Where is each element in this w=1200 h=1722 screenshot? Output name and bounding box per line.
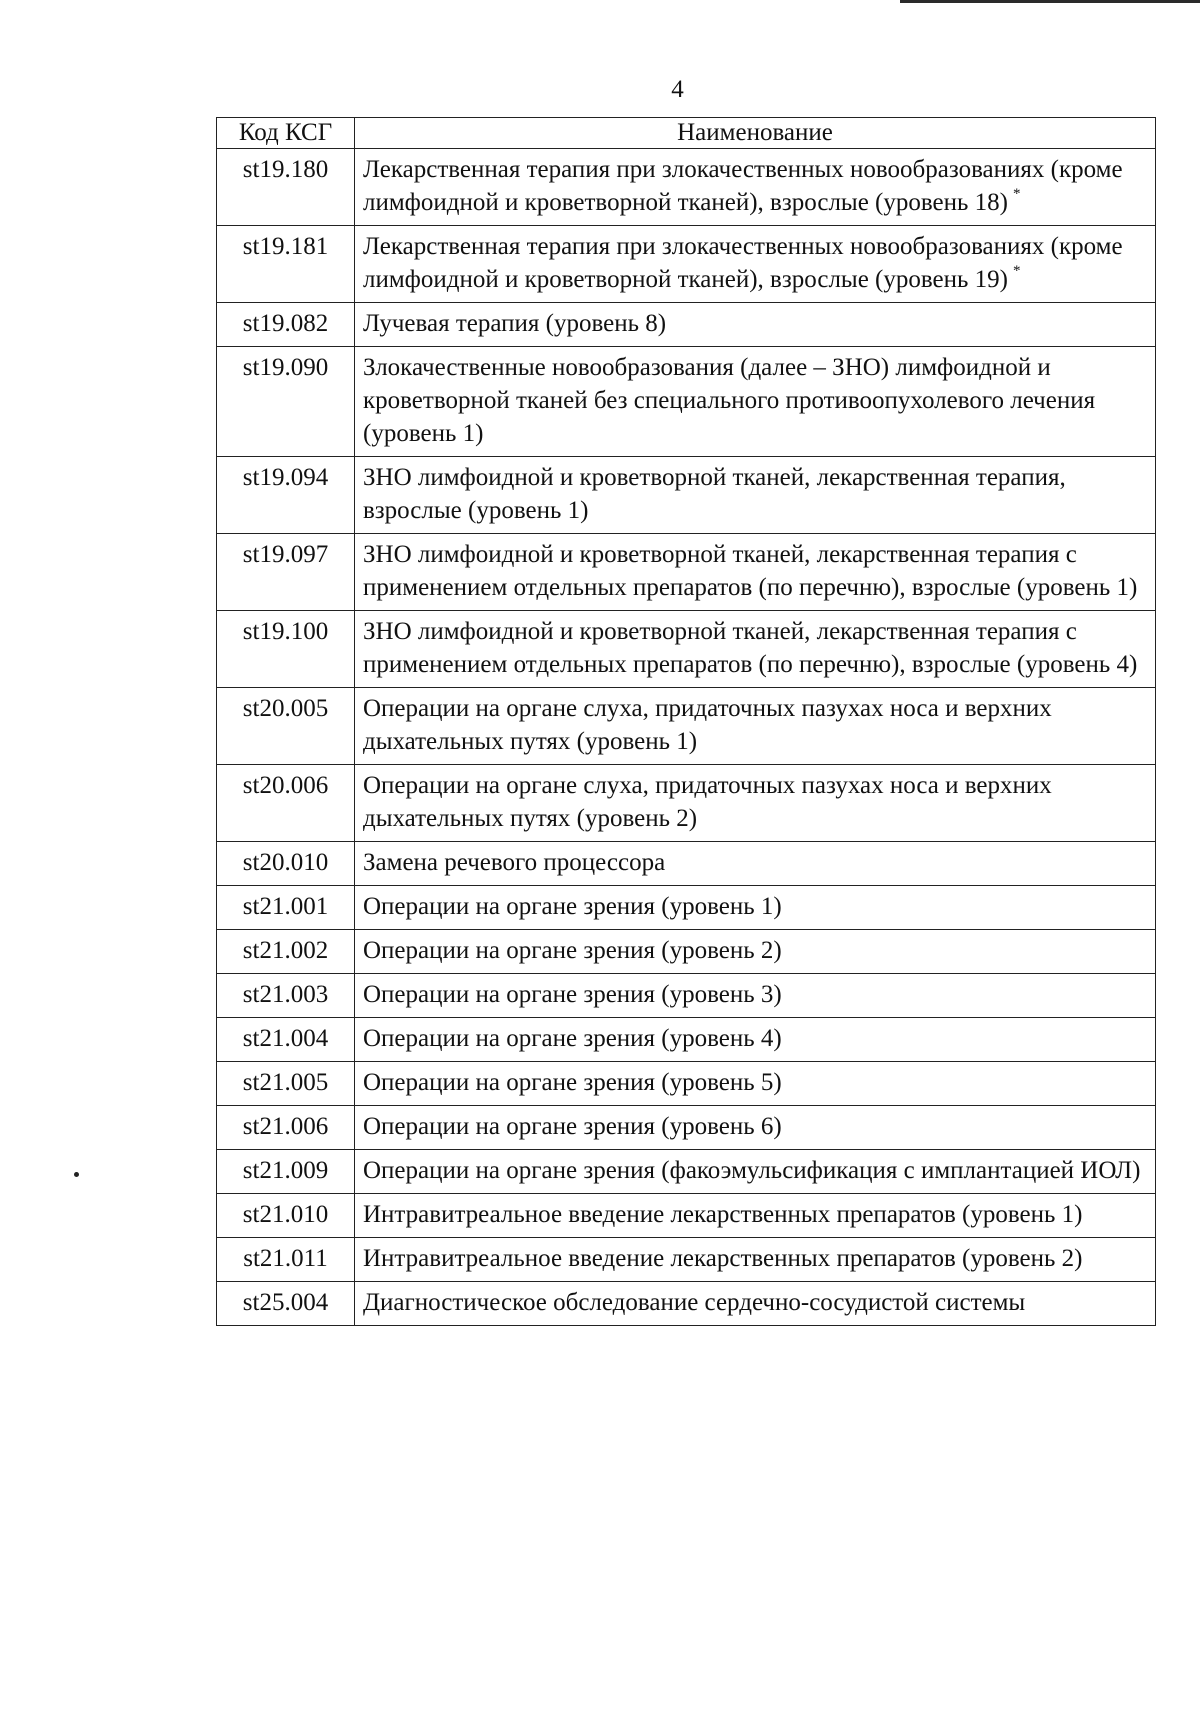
- ksg-name-text: Операции на органе зрения (уровень 6): [363, 1113, 782, 1140]
- scan-speck: [74, 1172, 79, 1177]
- table-row: [217, 1062, 1156, 1106]
- ksg-name-cell: [355, 457, 1156, 534]
- ksg-name-cell: [355, 1194, 1156, 1238]
- ksg-code-cell: st19.082: [217, 303, 355, 347]
- ksg-name-text: ЗНО лимфоидной и кроветворной тканей, лекарственная терапия, взрослые (уровень 1): [363, 464, 1066, 524]
- table-row: [217, 611, 1156, 688]
- ksg-name-text: ЗНО лимфоидной и кроветворной тканей, лекарственная терапия с применением отдельных препаратов (по перечню), взрослые (уровень 1): [363, 541, 1138, 601]
- ksg-code-cell: st20.010: [217, 842, 355, 886]
- table-row: [217, 842, 1156, 886]
- ksg-name-text: Операции на органе зрения (уровень 2): [363, 937, 782, 964]
- ksg-code-cell: st21.004: [217, 1018, 355, 1062]
- ksg-code-cell: st21.009: [217, 1150, 355, 1194]
- table-row: [217, 347, 1156, 457]
- ksg-name-cell: [355, 347, 1156, 457]
- ksg-code-cell: st21.010: [217, 1194, 355, 1238]
- ksg-name-text: Лекарственная терапия при злокачественных новообразованиях (кроме лимфоидной и кроветворной тканей), взрослые (уровень 19): [363, 233, 1123, 293]
- ksg-code-cell: st21.011: [217, 1238, 355, 1282]
- table-body: [217, 149, 1156, 1326]
- table-row: [217, 457, 1156, 534]
- ksg-name-text: Диагностическое обследование сердечно-сосудистой системы: [363, 1289, 1026, 1316]
- table-row: [217, 1106, 1156, 1150]
- ksg-name-text: Интравитреальное введение лекарственных препаратов (уровень 1): [363, 1201, 1083, 1228]
- ksg-name-cell: [355, 303, 1156, 347]
- ksg-name-cell: [355, 226, 1156, 303]
- table-row: [217, 226, 1156, 303]
- ksg-name-text: Злокачественные новообразования (далее – ЗНО) лимфоидной и кроветворной тканей без специального противоопухолевого лечения (уровень 1): [363, 354, 1096, 447]
- table-row: [217, 1194, 1156, 1238]
- ksg-name-text: ЗНО лимфоидной и кроветворной тканей, лекарственная терапия с применением отдельных препаратов (по перечню), взрослые (уровень 4): [363, 618, 1138, 678]
- ksg-name-cell: [355, 886, 1156, 930]
- ksg-name-text: Лучевая терапия (уровень 8): [363, 310, 667, 337]
- ksg-name-text: Лекарственная терапия при злокачественных новообразованиях (кроме лимфоидной и кроветворной тканей), взрослые (уровень 18): [363, 156, 1123, 216]
- table-row: [217, 930, 1156, 974]
- ksg-name-text: Операции на органе слуха, придаточных пазухах носа и верхних дыхательных путях (уровень 1): [363, 695, 1052, 755]
- footnote-mark: *: [1013, 263, 1021, 279]
- ksg-name-cell: [355, 930, 1156, 974]
- ksg-name-text: Операции на органе слуха, придаточных пазухах носа и верхних дыхательных путях (уровень 2): [363, 772, 1052, 832]
- ksg-name-cell: [355, 1062, 1156, 1106]
- ksg-name-cell: [355, 842, 1156, 886]
- table-row: [217, 149, 1156, 226]
- table-row: [217, 1282, 1156, 1326]
- ksg-name-text: Операции на органе зрения (уровень 5): [363, 1069, 782, 1096]
- ksg-table: [216, 117, 1156, 1326]
- table-row: [217, 1018, 1156, 1062]
- header-name: Наименование: [355, 118, 1156, 149]
- ksg-name-text: Замена речевого процессора: [363, 849, 666, 876]
- ksg-code-cell: st25.004: [217, 1282, 355, 1326]
- ksg-code-cell: st21.001: [217, 886, 355, 930]
- ksg-name-cell: [355, 1106, 1156, 1150]
- ksg-code-cell: st19.097: [217, 534, 355, 611]
- page-number: 4: [671, 76, 684, 103]
- ksg-name-text: Операции на органе зрения (уровень 3): [363, 981, 782, 1008]
- ksg-code-cell: st21.002: [217, 930, 355, 974]
- table-row: [217, 886, 1156, 930]
- scan-edge-line: [900, 0, 1200, 3]
- table-row: [217, 1150, 1156, 1194]
- ksg-code-cell: st21.006: [217, 1106, 355, 1150]
- ksg-name-text: Интравитреальное введение лекарственных препаратов (уровень 2): [363, 1245, 1083, 1272]
- footnote-mark: *: [1013, 186, 1021, 202]
- ksg-name-cell: [355, 149, 1156, 226]
- table-row: [217, 765, 1156, 842]
- ksg-code-cell: st19.181: [217, 226, 355, 303]
- ksg-code-cell: st20.005: [217, 688, 355, 765]
- ksg-name-cell: [355, 1282, 1156, 1326]
- ksg-code-cell: st20.006: [217, 765, 355, 842]
- ksg-code-cell: st19.180: [217, 149, 355, 226]
- ksg-name-cell: [355, 974, 1156, 1018]
- ksg-name-text: Операции на органе зрения (факоэмульсификация с имплантацией ИОЛ): [363, 1157, 1141, 1184]
- table-row: [217, 688, 1156, 765]
- ksg-name-cell: [355, 611, 1156, 688]
- ksg-code-cell: st19.090: [217, 347, 355, 457]
- table-row: [217, 303, 1156, 347]
- ksg-code-cell: st19.094: [217, 457, 355, 534]
- header-code: Код КСГ: [217, 118, 355, 149]
- ksg-name-text: Операции на органе зрения (уровень 1): [363, 893, 782, 920]
- table-row: [217, 974, 1156, 1018]
- ksg-name-cell: [355, 688, 1156, 765]
- table-header-row: [217, 118, 1156, 149]
- ksg-code-cell: st21.003: [217, 974, 355, 1018]
- table-row: [217, 1238, 1156, 1282]
- table-row: [217, 534, 1156, 611]
- ksg-code-cell: st19.100: [217, 611, 355, 688]
- ksg-name-text: Операции на органе зрения (уровень 4): [363, 1025, 782, 1052]
- ksg-name-cell: [355, 1150, 1156, 1194]
- ksg-code-cell: st21.005: [217, 1062, 355, 1106]
- ksg-name-cell: [355, 1018, 1156, 1062]
- ksg-name-cell: [355, 534, 1156, 611]
- ksg-name-cell: [355, 765, 1156, 842]
- ksg-name-cell: [355, 1238, 1156, 1282]
